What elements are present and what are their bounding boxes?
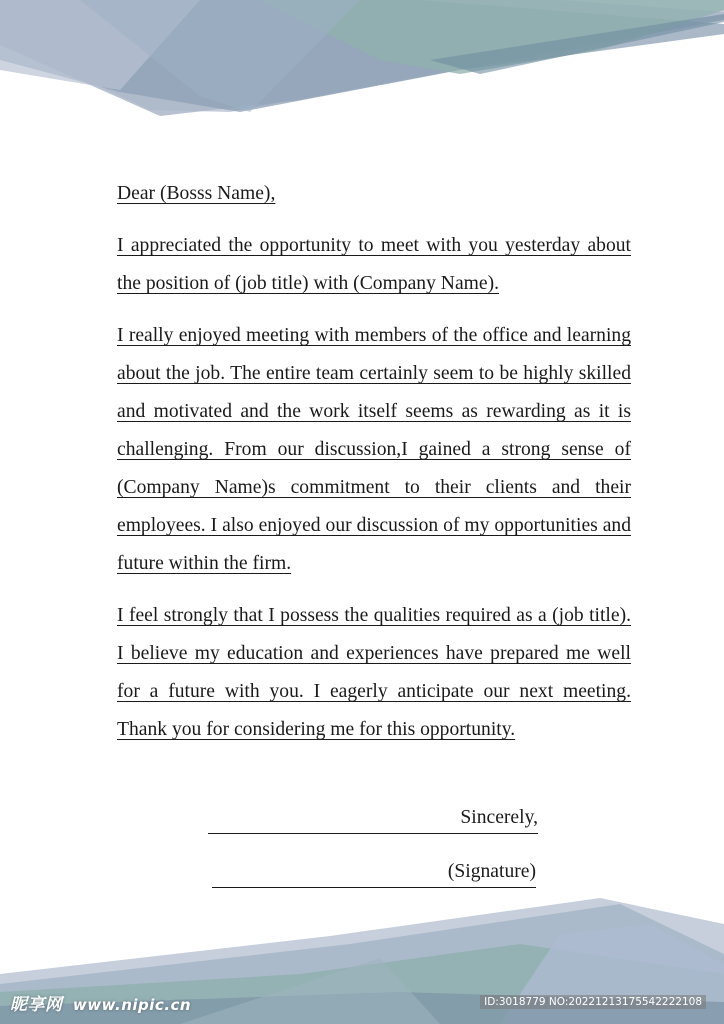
paragraph-3: I feel strongly that I possess the qualities required as a (job title). I believe my education and experiences have prepared me well for a future with you. I eagerly anticipate our next meeting. Thank you for considering me for this opportunity. [117, 605, 631, 740]
signature-line [212, 857, 536, 888]
image-id-label: ID:3018779 NO:20221213175542222108 [480, 995, 706, 1009]
watermark-site: www.nipic.cn [72, 996, 192, 1014]
signature-text: (Signature) [447, 861, 536, 882]
paragraph-1: I appreciated the opportunity to meet with you yesterday about the position of (job title) with (Company Name). [117, 235, 631, 294]
top-decorative-banner [0, 0, 724, 120]
closing-line [208, 803, 538, 834]
letter-body [117, 175, 631, 763]
salutation: Dear (Bosss Name), [117, 183, 276, 204]
watermark-brand: 昵享网 [10, 995, 63, 1015]
closing-text: Sincerely, [460, 807, 538, 828]
watermark-logo [10, 990, 191, 1015]
paragraph-2: I really enjoyed meeting with members of the office and learning about the job. The entire team certainly seem to be highly skilled and motivated and the work itself seems as rewarding as it is challenging. From our discussion,I gained a strong sense of (Company Name)s commitment to their clients and their employees. I also enjoyed our discussion of my opportunities and future within the firm. [117, 325, 631, 574]
